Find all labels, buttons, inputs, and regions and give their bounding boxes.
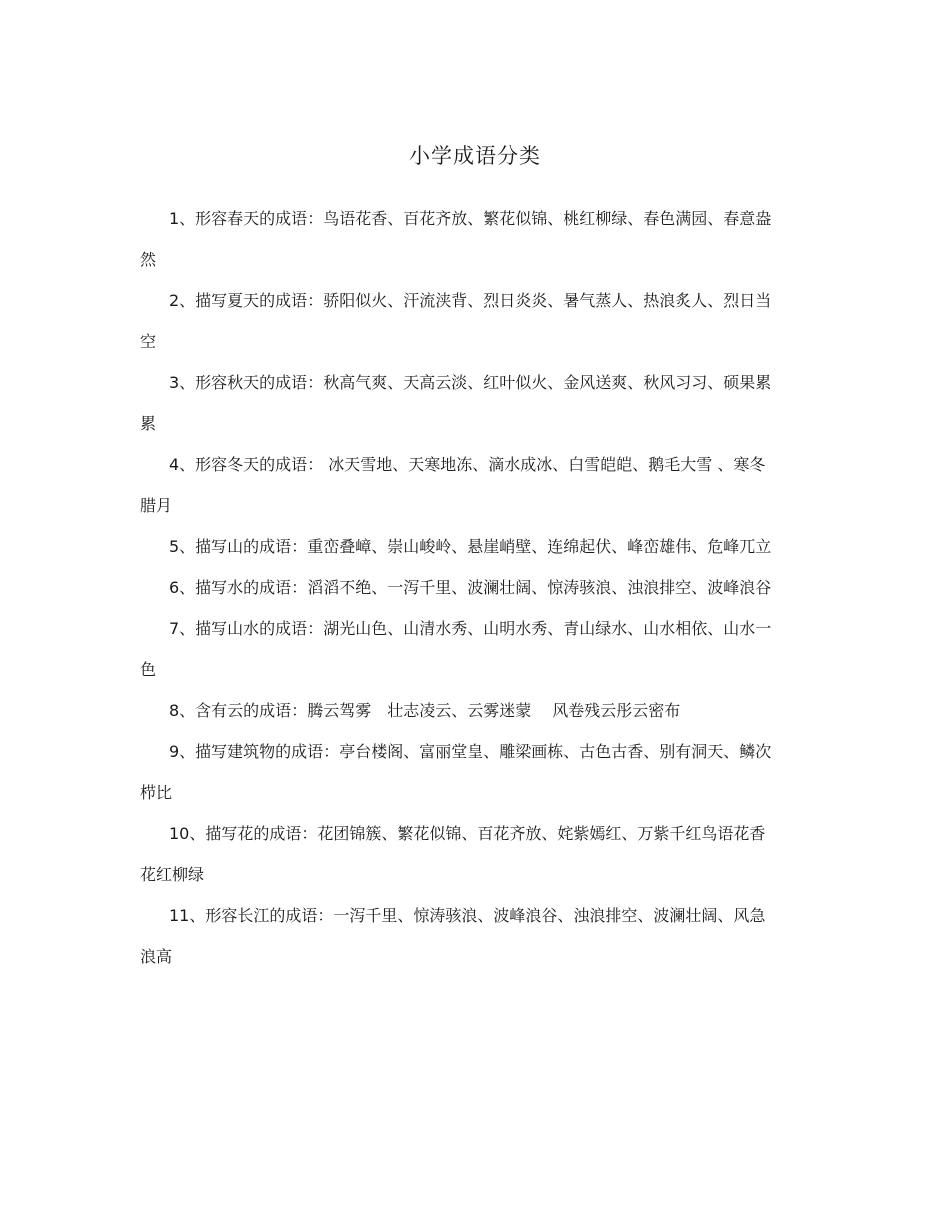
- item-label: 8、含有云的成语: [169, 701, 292, 720]
- item-label: 2、描写夏天的成语: [169, 291, 308, 310]
- list-item: [140, 198, 775, 280]
- item-idioms: 秋高气爽、天高云淡、红叶似火、金风送爽、秋风习习、硕果累累: [140, 373, 772, 433]
- page-title: 小学成语分类: [409, 144, 541, 168]
- list-item: [140, 444, 775, 526]
- item-label: 6、描写水的成语: [169, 578, 292, 597]
- item-idioms: 腾云驾雾 壮志凌云、云雾迷蒙 风卷残云彤云密布: [307, 701, 681, 720]
- item-idioms: 骄阳似火、汗流浃背、烈日炎炎、暑气蒸人、热浪炙人、烈日当空: [140, 291, 772, 351]
- item-separator: ：: [291, 578, 308, 597]
- item-idioms: 鸟语花香、百花齐放、繁花似锦、桃红柳绿、春色满园、春意盎然: [140, 209, 772, 269]
- item-separator: ：: [307, 619, 324, 638]
- list-item: [140, 362, 775, 444]
- item-separator: ：: [307, 455, 324, 474]
- list-item: [140, 526, 775, 567]
- item-separator: ：: [291, 701, 308, 720]
- item-label: 7、描写山水的成语: [169, 619, 308, 638]
- item-separator: ：: [317, 906, 334, 925]
- list-item: [140, 895, 775, 977]
- item-idioms: 冰天雪地、天寒地冻、滴水成冰、白雪皑皑、鹅毛大雪 、寒冬腊月: [140, 455, 766, 515]
- item-idioms: 花团锦簇、繁花似锦、百花齐放、姹紫嫣红、万紫千红鸟语花香 花红柳绿: [140, 824, 782, 884]
- list-item: [140, 690, 775, 731]
- item-label: 9、描写建筑物的成语: [169, 742, 324, 761]
- item-separator: ：: [301, 824, 318, 843]
- list-item: [140, 567, 775, 608]
- list-item: [140, 813, 782, 895]
- item-label: 10、描写花的成语: [169, 824, 302, 843]
- item-separator: ：: [307, 373, 324, 392]
- item-separator: ：: [307, 291, 324, 310]
- item-label: 3、形容秋天的成语: [169, 373, 308, 392]
- item-idioms: 亭台楼阁、富丽堂皇、雕梁画栋、古色古香、别有洞天、鳞次栉比: [140, 742, 772, 802]
- list-item: [140, 608, 775, 690]
- item-idioms: 重峦叠嶂、崇山峻岭、悬崖峭壁、连绵起伏、峰峦雄伟、危峰兀立: [307, 537, 772, 556]
- item-separator: ：: [307, 209, 324, 228]
- item-separator: ：: [291, 537, 308, 556]
- item-idioms: 一泻千里、惊涛骇浪、波峰浪谷、浊浪排空、波澜壮阔、风急浪高: [140, 906, 766, 966]
- item-label: 1、形容春天的成语: [169, 209, 308, 228]
- item-label: 5、描写山的成语: [169, 537, 292, 556]
- item-idioms: 滔滔不绝、一泻千里、波澜壮阔、惊涛骇浪、浊浪排空、波峰浪谷: [307, 578, 772, 597]
- item-separator: ：: [323, 742, 340, 761]
- item-label: 4、形容冬天的成语: [169, 455, 308, 474]
- list-item: [140, 280, 775, 362]
- item-label: 11、形容长江的成语: [169, 906, 318, 925]
- list-item: [140, 731, 775, 813]
- item-idioms: 湖光山色、山清水秀、山明水秀、青山绿水、山水相依、山水一色: [140, 619, 772, 679]
- idiom-list: [140, 198, 782, 977]
